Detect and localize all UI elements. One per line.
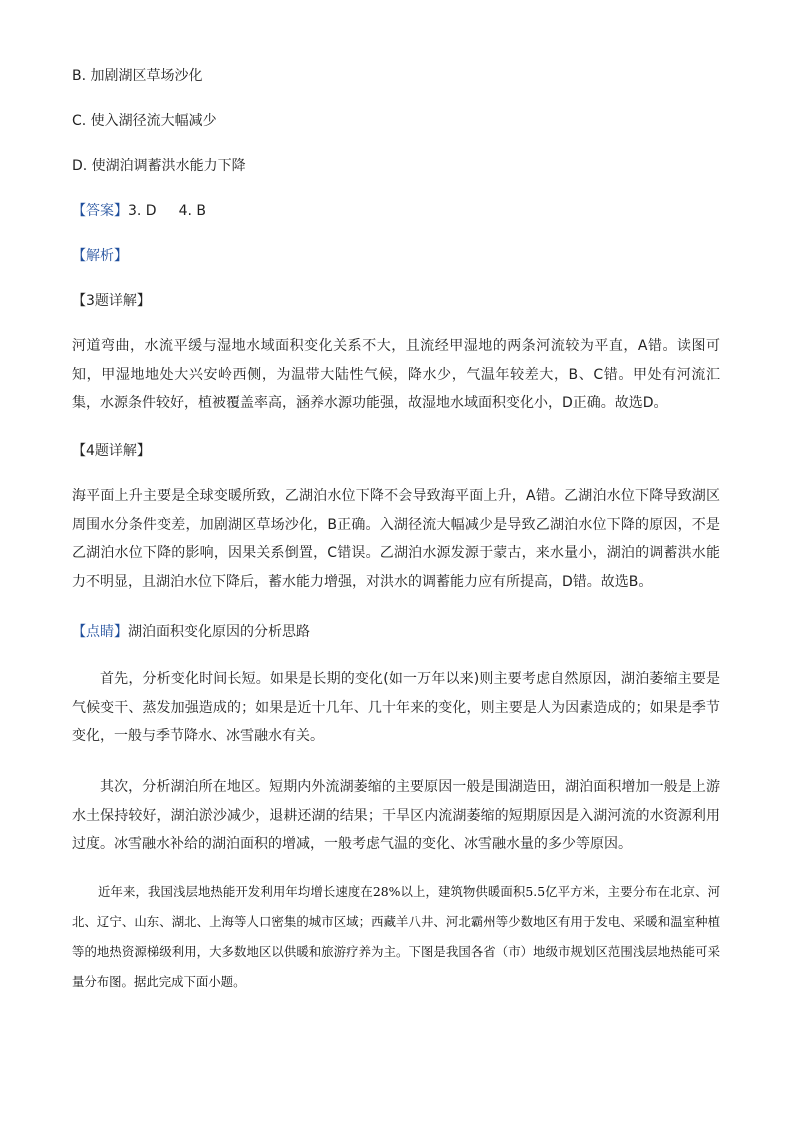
tip-title: 湖泊面积变化原因的分析思路 bbox=[128, 624, 310, 640]
q3-explanation: 河道弯曲，水流平缓与湿地水域面积变化关系不大，且流经甲湿地的两条河流较为平直，A错。读图可知，甲湿地地处大兴安岭西侧，为温带大陆性气候，降水少，气温年较差大，B、C错。甲处有河流汇集，水源条件较好，植被覆盖率高，涵养水源功能强，故湿地水域面积变化小，D正确。故选D。 bbox=[72, 338, 720, 411]
tip-line bbox=[72, 622, 310, 642]
answer-label: 【答案】 bbox=[72, 203, 128, 219]
q4-heading: 【4题详解】 bbox=[72, 443, 151, 459]
next-question-stem: 近年来，我国浅层地热能开发利用年均增长速度在28%以上，建筑物供暖面积5.5亿平方米，主要分布在北京、河北、辽宁、山东、湖北、上海等人口密集的城市区域；西藏羊八井、河北霸州等少数地区有用于发电、采暖和温室种植等的地热资源梯级利用，大多数地区以供暖和旅游疗养为主。下图是我国各省（市）地级市规划区范围浅层地热能可采量分布图。据此完成下面小题。 bbox=[72, 884, 720, 989]
answer-line bbox=[72, 201, 206, 221]
option-d: D. 使湖泊调蓄洪水能力下降 bbox=[72, 158, 246, 174]
tip-paragraph-1: 首先，分析变化时间长短。如果是长期的变化(如一万年以来)则主要考虑自然原因，湖泊萎缩主要是气候变干、蒸发加强造成的；如果是近十几年、几十年来的变化，则主要是人为因素造成的；如果是季节变化，一般与季节降水、冰雪融水有关。 bbox=[72, 671, 720, 744]
answer-first: 3. D bbox=[128, 203, 157, 219]
answer-second: 4. B bbox=[178, 203, 207, 219]
tip-label: 【点睛】 bbox=[72, 624, 128, 640]
option-c: C. 使入湖径流大幅减少 bbox=[72, 113, 217, 129]
option-b: B. 加剧湖区草场沙化 bbox=[72, 68, 203, 84]
q4-explanation: 海平面上升主要是全球变暖所致，乙湖泊水位下降不会导致海平面上升，A错。乙湖泊水位下降导致湖区周围水分条件变差，加剧湖区草场沙化，B正确。入湖径流大幅减少是导致乙湖泊水位下降的原因，不是乙湖泊水位下降的影响，因果关系倒置，C错误。乙湖泊水源发源于蒙古，来水量小，湖泊的调蓄洪水能力不明显，且湖泊水位下降后，蓄水能力增强，对洪水的调蓄能力应有所提高，D错。故选B。 bbox=[72, 488, 720, 590]
tip-paragraph-2: 其次，分析湖泊所在地区。短期内外流湖萎缩的主要原因一般是围湖造田，湖泊面积增加一般是上游水土保持较好，湖泊淤沙减少，退耕还湖的结果；干旱区内流湖萎缩的短期原因是入湖河流的水资源利用过度。冰雪融水补给的湖泊面积的增减，一般考虑气温的变化、冰雪融水量的多少等原因。 bbox=[72, 779, 720, 852]
q3-heading: 【3题详解】 bbox=[72, 293, 151, 309]
analysis-label: 【解析】 bbox=[72, 248, 128, 264]
